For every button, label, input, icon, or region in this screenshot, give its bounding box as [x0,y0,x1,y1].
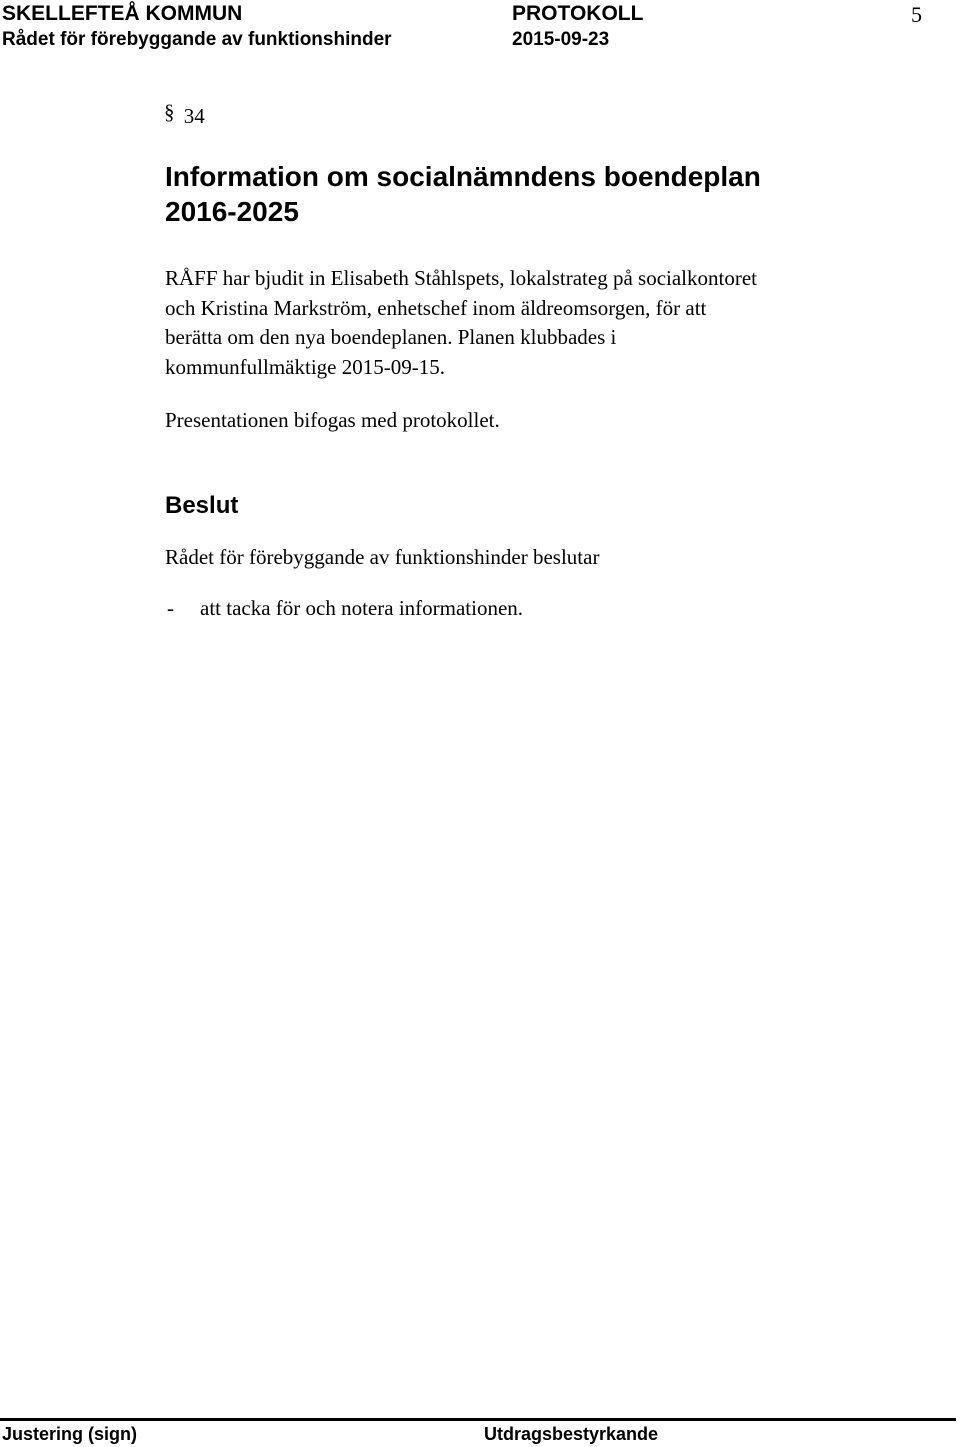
footer-justering: Justering (sign) [2,1424,138,1444]
decision-heading: Beslut [165,492,239,519]
paragraph-line: RÅFF har bjudit in Elisabeth Ståhlspets, lokalstrateg på socialkontoret [165,266,757,290]
paragraph-line: berätta om den nya boendeplanen. Planen klubbades i [165,325,617,349]
attachment-note: Presentationen bifogas med protokollet. [165,408,500,432]
paragraph-line: kommunfullmäktige 2015-09-15. [165,354,445,379]
body-paragraph [165,264,757,382]
title-line: 2016-2025 [165,196,299,227]
decision-item: att tacka för och notera informationen. [200,596,524,620]
paragraph-line: och Kristina Markström, enhetschef inom äldreomsorgen, för att [165,295,707,320]
footer-rule [0,1418,956,1421]
page-title [165,159,761,229]
section-symbol: § [164,100,175,124]
title-line: Information om socialnämndens boendeplan [165,161,761,192]
meeting-date: 2015-09-23 [512,29,610,50]
decision-bullet: - [167,596,174,620]
municipality-name: SKELLEFTEÅ KOMMUN [2,2,243,25]
document-type: PROTOKOLL [512,2,644,25]
footer-utdragsbestyrkande: Utdragsbestyrkande [484,1424,659,1444]
council-name: Rådet för förebyggande av funktionshinder [2,29,392,50]
section-heading [164,100,205,129]
page-number: 5 [911,2,922,27]
decision-intro: Rådet för förebyggande av funktionshinder beslutar [165,545,600,569]
section-number: 34 [183,104,205,128]
